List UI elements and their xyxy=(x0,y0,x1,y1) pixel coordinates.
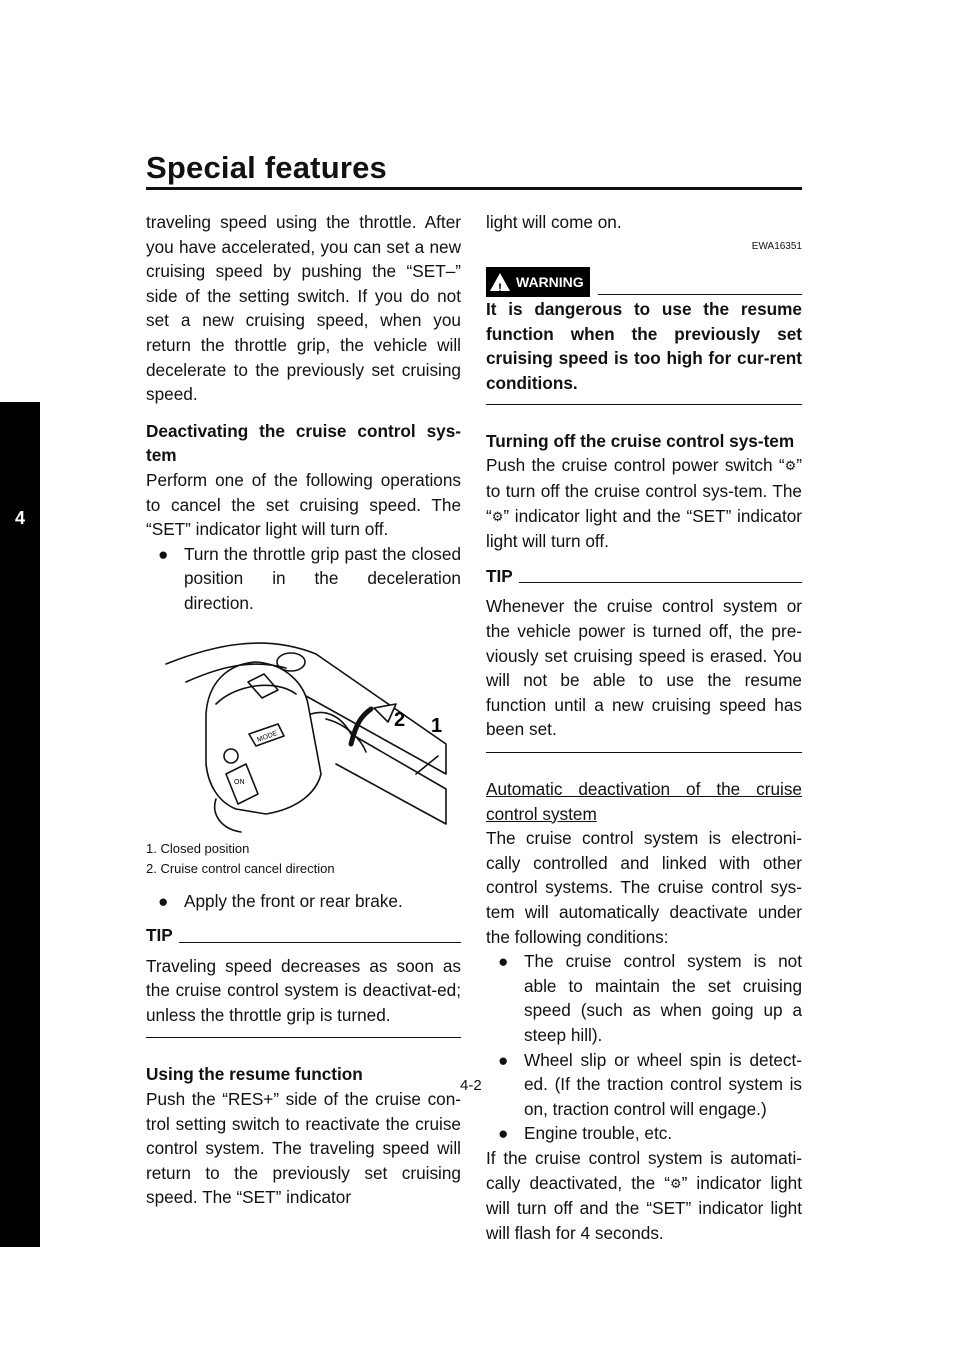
page-title: Special features xyxy=(146,150,387,185)
cruise-control-icon: ⚙ xyxy=(784,458,797,474)
cruise-control-icon: ⚙ xyxy=(669,1175,682,1191)
deactivating-text: Perform one of the following operations to cancel the set cruising speed. The “SET” indicator light will turn off. xyxy=(146,469,461,540)
on-label: ON xyxy=(234,778,245,786)
warning-triangle-icon: ! xyxy=(490,273,510,291)
turnoff-heading: Turning off the cruise control sys-tem xyxy=(486,430,795,451)
chapter-number: 4 xyxy=(14,508,25,528)
cruise-control-icon: ⚙ xyxy=(491,508,504,524)
title-rule xyxy=(146,187,802,190)
bullet-icon: ● xyxy=(498,951,509,972)
callout-1: 1 xyxy=(431,714,443,737)
continued-text: light will come on. xyxy=(486,212,622,232)
bullet-icon: ● xyxy=(158,890,169,911)
caption-2: 2. Cruise control cancel direction xyxy=(146,860,335,876)
deactivating-heading: Deactivating the cruise control sys-tem xyxy=(146,420,461,466)
tip-end-rule xyxy=(146,1037,461,1038)
auto-deactivation-text: The cruise control system is electroni-cally controlled and linked with other control systems. The cruise control sys-tem will automatically deactivate under the following conditions: xyxy=(486,828,802,947)
auto-deactivation-heading: Automatic deactivation of the cruise control system xyxy=(486,779,802,824)
warning-badge: ! WARNING xyxy=(486,267,590,297)
resume-heading: Using the resume function xyxy=(146,1064,363,1085)
mode-label: MODE xyxy=(256,729,279,744)
bullet-icon: ● xyxy=(158,543,169,564)
page-number: 4-2 xyxy=(460,1077,482,1094)
left-column xyxy=(146,210,461,1210)
list-item: ● Wheel slip or wheel spin is detect-ed. (If the traction control system is on, traction control will engage.) xyxy=(498,1049,802,1119)
tip-text: Whenever the cruise control system or the vehicle power is turned off, the pre-viously set cruising speed is erased. You will not be able to use the resume function until a new cruising speed has been set. xyxy=(486,596,802,740)
callout-2: 2 xyxy=(394,708,406,731)
warning-header xyxy=(486,267,802,297)
intro-paragraph: traveling speed using the throttle. After you have accelerated, you can set a new cruising speed by pushing the “SET–” side of the setting switch. If you do not set a new cruising speed, when you return the throttle grip, the vehicle will decelerate to the previously set cruising speed. xyxy=(146,212,461,405)
list-item: ● The cruise control system is not able to maintain the set cruising speed (such as when going up a steep hill). xyxy=(498,951,802,1045)
tip-end-rule xyxy=(486,752,802,753)
caption-1: 1. Closed position xyxy=(146,840,250,856)
final-text: If the cruise control system is automati-cally deactivated, the “⚙” indicator light will turn off and the “SET” indicator light will flash for 4 seconds. xyxy=(486,1147,802,1243)
list-item: ● Apply the front or rear brake. xyxy=(146,889,461,914)
tip-header: TIP xyxy=(146,923,461,948)
bullet-icon: ● xyxy=(498,1123,509,1144)
right-column xyxy=(486,210,802,1245)
list-item: ● Turn the throttle grip past the closed position in the deceleration direction. xyxy=(158,543,461,613)
bullet-icon: ● xyxy=(498,1049,509,1070)
resume-text: Push the “RES+” side of the cruise con-trol setting switch to reactivate the cruise control system. The traveling speed will return to the previously set cruising speed. The “SET” indicator xyxy=(146,1089,461,1208)
handlebar-switch-illustration xyxy=(146,624,461,839)
tip-header: TIP xyxy=(486,564,802,589)
warning-end-rule xyxy=(486,404,802,405)
turnoff-text: Push the cruise control power switch “⚙” to turn off the cruise control sys-tem. The “⚙” indicator light and the “SET” indicator light will turn off. xyxy=(486,455,802,552)
handlebar-drawing xyxy=(146,624,461,839)
tip-text: Traveling speed decreases as soon as the cruise control system is deactivat-ed; unless the throttle grip is turned. xyxy=(146,955,461,1025)
warning-code: EWA16351 xyxy=(751,240,802,252)
warning-text: It is dangerous to use the resume function when the previously set cruising speed is too high for cur-rent conditions. xyxy=(486,299,802,393)
list-item: ● Engine trouble, etc. xyxy=(486,1121,802,1146)
